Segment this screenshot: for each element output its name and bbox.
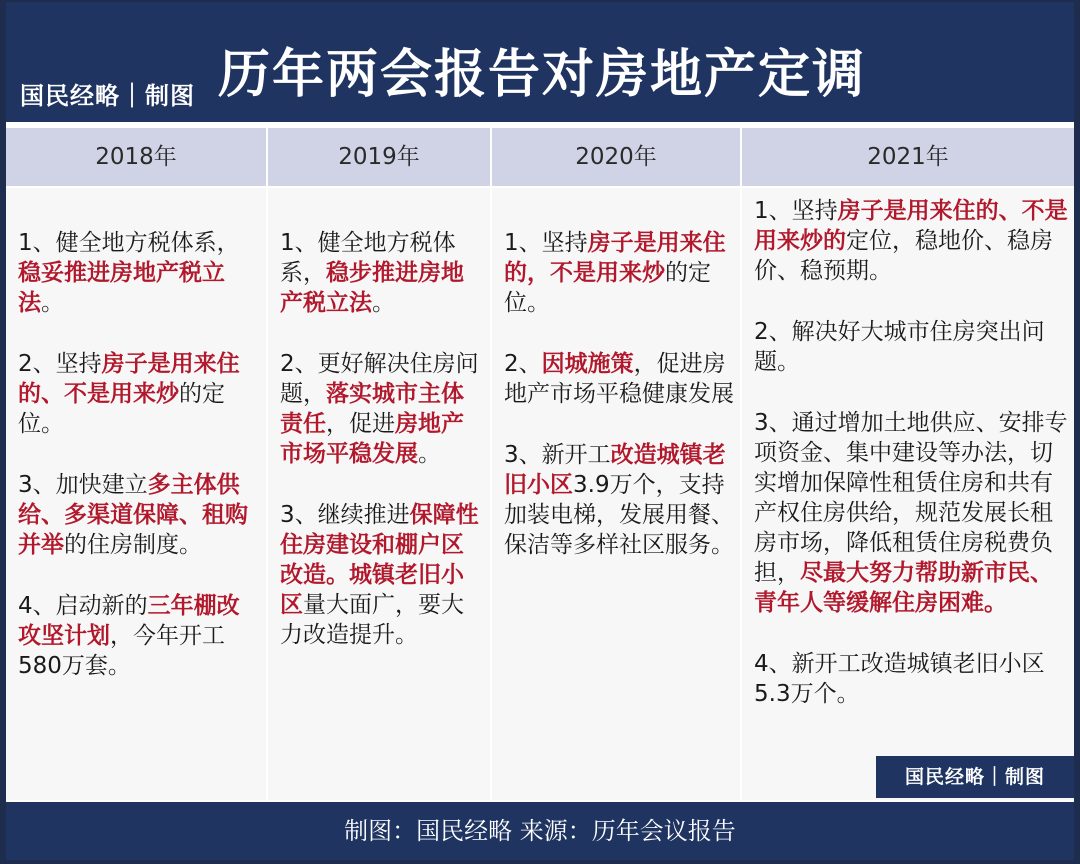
item-text: 1、健全地方税体系， [18, 230, 240, 256]
column-2019 [268, 188, 492, 800]
footer-source: 制图：国民经略 来源：历年会议报告 [6, 802, 1074, 860]
item-text: 2、解决好大城市住房突出问题。 [754, 319, 1045, 375]
column-2021 [742, 188, 1074, 800]
item-text: ，今年开工580万套。 [18, 623, 225, 679]
item-text: 4、新开工改造城镇老旧小区5.3万个。 [754, 651, 1045, 707]
item-text: 3、加快建立 [18, 472, 148, 498]
highlight-text: 保障性住房建设和棚户区改造。城镇老旧小区 [280, 502, 479, 618]
highlight-text: 稳妥推进房地产税立法 [18, 260, 225, 316]
year-2021: 2021年 [867, 144, 949, 170]
highlight-text: 稳步推进房地产税立法 [280, 260, 464, 316]
highlight-text: 尽最大努力帮助新市民、青年人等缓解住房困难。 [754, 560, 1053, 616]
item-text: 2、 [504, 351, 542, 377]
page-title: 历年两会报告对房地产定调 [218, 45, 867, 105]
policy-item [754, 196, 1068, 286]
year-2019: 2019年 [268, 128, 492, 186]
policy-item [18, 349, 260, 439]
item-text: 3、继续推进 [280, 502, 410, 528]
header-banner [6, 2, 1074, 122]
highlight-text: 因城施策 [541, 351, 634, 377]
item-text: 的住房制度。 [64, 532, 202, 558]
item-text: 2、坚持 [18, 351, 102, 377]
item-text: ，促进 [326, 411, 395, 437]
highlight-text: 落实城市主体责任 [280, 381, 464, 437]
policy-item [18, 470, 260, 560]
policy-item [280, 500, 484, 650]
policy-item [754, 408, 1068, 618]
infographic [6, 2, 1074, 860]
item-text: 的定位。 [504, 260, 711, 316]
item-text: 2、更好解决住房问题， [280, 351, 479, 407]
column-2020 [492, 188, 742, 800]
year-2020: 2020年 [492, 128, 742, 186]
item-text: ，促进房地产市场平稳健康发展 [504, 351, 734, 407]
column-2018 [6, 188, 268, 800]
item-text: 1、健全地方税体系， [280, 230, 456, 286]
item-text: 。 [418, 441, 441, 467]
highlight-text: 房子是用来住的、不是用来炒的 [754, 198, 1068, 254]
item-text: 1、坚持 [504, 230, 588, 256]
item-text: 1、坚持 [754, 198, 838, 224]
policy-item [280, 349, 484, 469]
policy-item [754, 649, 1068, 709]
highlight-text: 房子是用来住的、不是用来炒 [18, 351, 240, 407]
item-text: 3.9万个，支持加装电梯，发展用餐、保洁等多样社区服务。 [504, 472, 734, 558]
policy-item [504, 349, 734, 409]
year-2018: 2018年 [6, 128, 268, 186]
policy-item [504, 440, 734, 560]
item-text: 。 [41, 290, 64, 316]
year-header-row [6, 128, 1074, 186]
policy-item [18, 228, 260, 318]
item-text: 的定位。 [18, 381, 225, 437]
highlight-text: 房子是用来住的，不是用来炒 [504, 230, 726, 286]
policy-item [18, 591, 260, 681]
highlight-text: 多主体供给、多渠道保障、租购并举 [18, 472, 248, 558]
item-text: 。 [372, 290, 395, 316]
policy-item [754, 317, 1068, 377]
policy-item [504, 228, 734, 318]
item-text: 定位，稳地价、稳房价、稳预期。 [754, 228, 1053, 284]
item-text: 3、新开工 [504, 442, 611, 468]
highlight-text: 房地产市场平稳发展 [280, 411, 464, 467]
policy-item [280, 228, 484, 318]
highlight-text: 三年棚改攻坚计划 [18, 593, 240, 649]
brand-stamp: 国民经略｜制图 [876, 756, 1074, 798]
item-text: 3、通过增加土地供应、安排专项资金、集中建设等办法，切实增加保障性租赁住房和共有产权住房供给，规范发展长租房市场，降低租赁住房税费负担， [754, 410, 1068, 586]
highlight-text: 改造城镇老旧小区 [504, 442, 726, 498]
policy-columns [6, 188, 1074, 800]
item-text: 量大面广，要大力改造提升。 [280, 592, 464, 648]
item-text: 4、启动新的 [18, 593, 148, 619]
brand-label: 国民经略｜制图 [20, 81, 195, 110]
